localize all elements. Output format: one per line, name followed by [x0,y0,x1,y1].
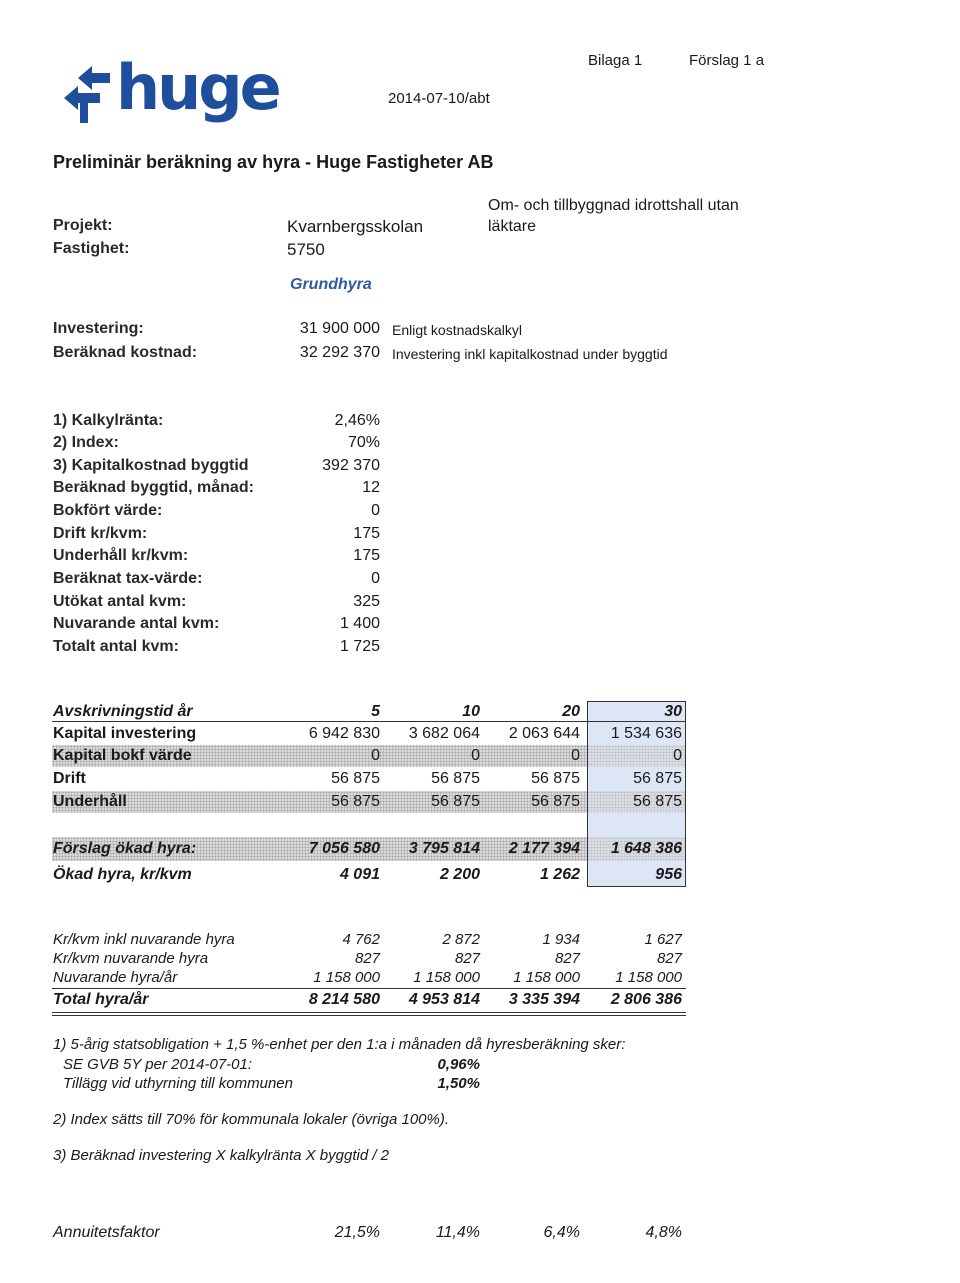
param-label: Bokfört värde: [53,502,163,519]
investment-label: Investering: [53,320,144,337]
summary-row-value: 1 158 000 [313,969,380,986]
param-value: 175 [353,525,380,542]
param-value: 175 [353,547,380,564]
annuity-label: Annuitetsfaktor [53,1224,160,1241]
note-2: 2) Index sätts till 70% för kommunala lokaler (övriga 100%). [53,1111,450,1128]
summary-row-label: Kr/kvm inkl nuvarande hyra [53,931,235,948]
param-value: 325 [353,593,380,610]
logo-arrows-icon [48,48,118,128]
total-bottom-rule-2 [52,1015,686,1016]
param-label: Totalt antal kvm: [53,638,179,655]
page-title: Preliminär beräkning av hyra - Huge Fastigheter AB [53,152,494,172]
proposal-label: Förslag 1 a [689,52,765,69]
total-row-label: Total hyra/år [53,991,149,1008]
proposal-row-value: 3 795 814 [408,840,480,857]
investment-value: 31 900 000 [299,320,380,337]
year-header: 20 [562,703,580,720]
param-value: 12 [362,479,380,496]
per-sqm-row-value: 2 200 [439,866,480,883]
row-value: 0 [471,747,480,764]
property-label: Fastighet: [53,240,130,257]
row-value: 56 875 [331,793,380,810]
row-value: 56 875 [633,793,682,810]
param-value: 2,46% [334,412,380,429]
header-underline [52,721,686,722]
param-value: 70% [347,434,380,451]
param-value: 0 [371,502,380,519]
company-logo [48,48,279,128]
row-value: 2 063 644 [508,725,580,742]
param-label: Beräknad byggtid, månad: [53,479,254,496]
summary-row-value: 1 627 [644,931,682,948]
project-label: Projekt: [53,217,113,234]
annuity-value: 11,4% [435,1224,480,1241]
note-1-sub1-value: 0,96% [437,1056,480,1073]
param-label: Underhåll kr/kvm: [53,547,189,564]
per-sqm-row-value: 4 091 [339,866,380,883]
param-value: 392 370 [322,457,380,474]
date-reference: 2014-07-10/abt [388,90,490,107]
per-sqm-row-label: Ökad hyra, kr/kvm [53,866,192,883]
annuity-value: 6,4% [543,1224,580,1241]
note-1-sub2-label: Tillägg vid uthyrning till kommunen [63,1075,293,1092]
summary-row-value: 827 [656,950,682,967]
note-1-sub2-value: 1,50% [437,1075,480,1092]
note-1-sub1-label: SE GVB 5Y per 2014-07-01: [63,1056,253,1073]
note-3: 3) Beräknad investering X kalkylränta X byggtid / 2 [53,1147,390,1164]
depreciation-header-label: Avskrivningstid år [53,703,193,720]
per-sqm-row-value: 1 262 [539,866,580,883]
summary-row-label: Kr/kvm nuvarande hyra [53,950,209,967]
param-label: 3) Kapitalkostnad byggtid [53,457,249,474]
annuity-value: 21,5% [334,1224,380,1241]
total-top-rule [52,988,686,989]
param-label: Nuvarande antal kvm: [53,615,220,632]
investment-note: Enligt kostnadskalkyl [392,322,522,338]
summary-row-label: Nuvarande hyra/år [53,969,178,986]
param-label: Drift kr/kvm: [53,525,148,542]
summary-row-value: 4 762 [342,931,380,948]
total-row-value: 8 214 580 [308,991,380,1008]
project-description-line1: Om- och tillbyggnad idrottshall utan [488,197,739,214]
total-row-value: 3 335 394 [508,991,580,1008]
param-value: 1 725 [339,638,380,655]
calculated-cost-label: Beräknad kostnad: [53,344,198,361]
section-heading-grundhyra: Grundhyra [290,276,372,293]
row-value: 1 534 636 [610,725,682,742]
summary-row-value: 1 934 [542,931,580,948]
row-value: 56 875 [431,770,480,787]
row-label: Kapital investering [53,725,197,742]
total-row-value: 4 953 814 [408,991,480,1008]
year-header: 5 [371,703,380,720]
summary-row-value: 2 872 [442,931,480,948]
row-value: 56 875 [531,793,580,810]
param-value: 0 [371,570,380,587]
row-value: 6 942 830 [308,725,380,742]
row-value: 56 875 [531,770,580,787]
param-label: 1) Kalkylränta: [53,412,164,429]
row-value: 56 875 [331,770,380,787]
proposal-row-value: 7 056 580 [308,840,380,857]
year-header: 30 [664,703,682,720]
attachment-label: Bilaga 1 [588,52,643,69]
param-label: Beräknat tax-värde: [53,570,203,587]
summary-row-value: 1 158 000 [413,969,480,986]
row-value: 0 [371,747,380,764]
summary-row-value: 827 [354,950,380,967]
summary-row-value: 1 158 000 [615,969,682,986]
project-description-line2: läktare [488,218,537,235]
year-header: 10 [462,703,480,720]
summary-row-value: 1 158 000 [513,969,580,986]
summary-row-value: 827 [454,950,480,967]
proposal-row-value: 2 177 394 [508,840,580,857]
row-value: 3 682 064 [408,725,480,742]
logo-wordmark: huge [116,51,279,124]
note-1: 1) 5-årig statsobligation + 1,5 %-enhet per den 1:a i månaden då hyresberäkning sker: [53,1036,626,1053]
row-value: 56 875 [431,793,480,810]
total-bottom-rule-1 [52,1012,686,1013]
row-value: 56 875 [633,770,682,787]
annuity-value: 4,8% [645,1224,682,1241]
calculated-cost-note: Investering inkl kapitalkostnad under byggtid [392,346,668,362]
row-label: Drift [53,770,86,787]
total-row-value: 2 806 386 [610,991,682,1008]
proposal-row-label: Förslag ökad hyra: [53,840,197,857]
project-value: Kvarnbergsskolan [287,217,424,236]
calculated-cost-value: 32 292 370 [299,344,380,361]
property-value: 5750 [287,240,325,259]
row-value: 0 [571,747,580,764]
row-label: Underhåll [53,793,127,810]
per-sqm-row-value: 956 [655,866,682,883]
param-label: Utökat antal kvm: [53,593,187,610]
row-value: 0 [673,747,682,764]
row-label: Kapital bokf värde [53,747,192,764]
param-value: 1 400 [339,615,380,632]
summary-row-value: 827 [554,950,580,967]
proposal-row-value: 1 648 386 [610,840,682,857]
param-label: 2) Index: [53,434,119,451]
